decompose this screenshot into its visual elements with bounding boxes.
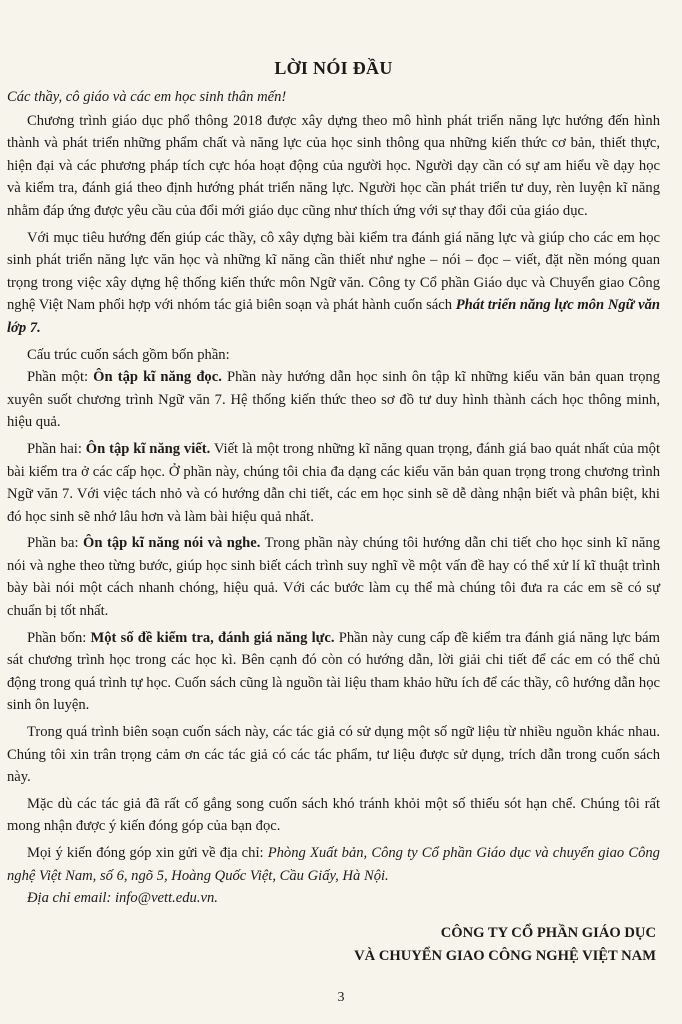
paragraph-part-three [7,532,660,622]
part-one-text: Phần này hướng dẫn học sinh ôn tập kĩ những kiểu văn bản quan trọng xuyên suốt chương trình Ngữ văn 7. Hệ thống kiến thức theo sơ đồ tư duy hình thành cách học thông minh, hiệu quả. [7,369,660,431]
paragraph-part-one [7,366,660,434]
greeting: Các thầy, cô giáo và các em học sinh thân mến! [7,89,287,105]
part-four-text: Phần này cung cấp đề kiểm tra đánh giá năng lực bám sát chương trình học trong các học kì. Bên cạnh đó còn có hướng dẫn, lời giải chi tiết để các em có thể chủ động trong quá trình tự học. Cuốn sách cũng là nguồn tài liệu tham khảo hữu ích để các thầy, cô hướng dẫn học sinh ôn luyện. [7,629,660,714]
contact-address: Phòng Xuất bản, Công ty Cổ phần Giáo dục và chuyển giao Công nghệ Việt Nam, số 6, ngõ 5, Hoàng Quốc Việt, Cầu Giấy, Hà Nội. [7,845,660,884]
part-three-lead: Phần ba: [27,535,84,552]
paragraph-email: Địa chỉ email: info@vett.edu.vn. [27,890,218,907]
page-title: LỜI NÓI ĐẦU [274,58,393,78]
paragraph-purpose [7,227,660,340]
paragraph-part-four [7,627,660,717]
page-number: 3 [337,990,345,1005]
paragraph-disclaimer: Mặc dù các tác giả đã rất cố gắng song cuốn sách khó tránh khỏi một số thiếu sót hạn chế. Chúng tôi rất mong nhận được ý kiến đóng góp của bạn đọc. [7,795,660,835]
paragraph-contact [7,842,660,887]
contact-text: Mọi ý kiến đóng góp xin gửi về địa chỉ: [27,845,268,861]
part-one-heading: Ôn tập kĩ năng đọc. [93,369,222,386]
part-four-lead: Phần bốn: [27,629,91,646]
signature-line-1: CÔNG TY CỔ PHẦN GIÁO DỤC [440,924,656,941]
part-three-text: Trong phần này chúng tôi hướng dẫn chi tiết cho học sinh kĩ năng nói và nghe theo từng bước, giúp học sinh biết cách trình suy nghĩ về một vấn đề hay có thể xử lí kĩ thuật trình bày bài nói một cách nhanh chóng, hiệu quả. Với các bước làm cụ thể mà chúng tôi đưa ra các em sẽ có sự chuẩn bị tốt nhất. [7,535,660,620]
paragraph-structure: Cấu trúc cuốn sách gồm bốn phần: [27,346,230,363]
paragraph-acknowledgement: Trong quá trình biên soạn cuốn sách này, các tác giả có sử dụng một số ngữ liệu từ nhiều nguồn khác nhau. Chúng tôi xin trân trọng cảm ơn các tác giả có các tác phẩm, tư liệu được sử dụng, trích dẫn trong cuốn sách này. [7,724,660,786]
part-four-heading: Một số đề kiểm tra, đánh giá năng lực. [90,629,335,646]
part-one-lead: Phần một: [27,369,94,386]
paragraph-intro: Chương trình giáo dục phổ thông 2018 được xây dựng theo mô hình phát triển năng lực hướng đến hình thành và phát triển những phẩm chất và năng lực của học sinh thông qua những kiến thức cơ bản, thiết thực, hiện đại và các phương pháp tích cực hóa hoạt động của người học. Người dạy cần có sự am hiểu về dạy học và kiểm tra, đánh giá theo định hướng phát triển năng lực. Người học cần phát triển tư duy, rèn luyện kĩ năng nhằm đáp ứng được yêu cầu của đổi mới giáo dục cũng như thích ứng với sự thay đổi của giáo dục. [7,112,660,219]
part-two-text: Viết là một trong những kĩ năng quan trọng, đánh giá bao quát nhất của một bài kiểm tra ở các cấp học. Ở phần này, chúng tôi chia đa dạng các kiểu văn bản quan trọng trong chương trình Ngữ văn 7. Với việc tách nhỏ và có hướng dẫn chi tiết, các em học sinh sẽ dễ dàng nhận biết và phân biệt, khi đó học sinh sẽ nhớ lâu hơn và làm bài hiệu quả nhất. [7,440,661,525]
paragraph-purpose-text: Với mục tiêu hướng đến giúp các thầy, cô xây dựng bài kiểm tra đánh giá năng lực và giúp cho các em học sinh phát triển năng lực văn học và những kĩ năng cần thiết như nghe – nói – đọc – viết, đặt nền móng quan trọng trong việc xây dựng hệ thống kiến thức môn Ngữ văn. Công ty Cổ phần Giáo dục và Chuyển giao Công nghệ Việt Nam phối hợp với nhóm tác giả biên soạn và phát hành cuốn sách [7,229,660,314]
part-two-lead: Phần hai: [27,440,86,457]
signature-block [7,922,660,968]
paragraph-part-two [7,438,660,528]
book-title: Phát triển năng lực môn Ngữ văn lớp 7. [7,297,660,336]
part-two-heading: Ôn tập kĩ năng viết. [85,440,211,457]
signature-line-2: VÀ CHUYỂN GIAO CÔNG NGHỆ VIỆT NAM [354,947,656,964]
part-three-heading: Ôn tập kĩ năng nói và nghe. [83,535,261,552]
